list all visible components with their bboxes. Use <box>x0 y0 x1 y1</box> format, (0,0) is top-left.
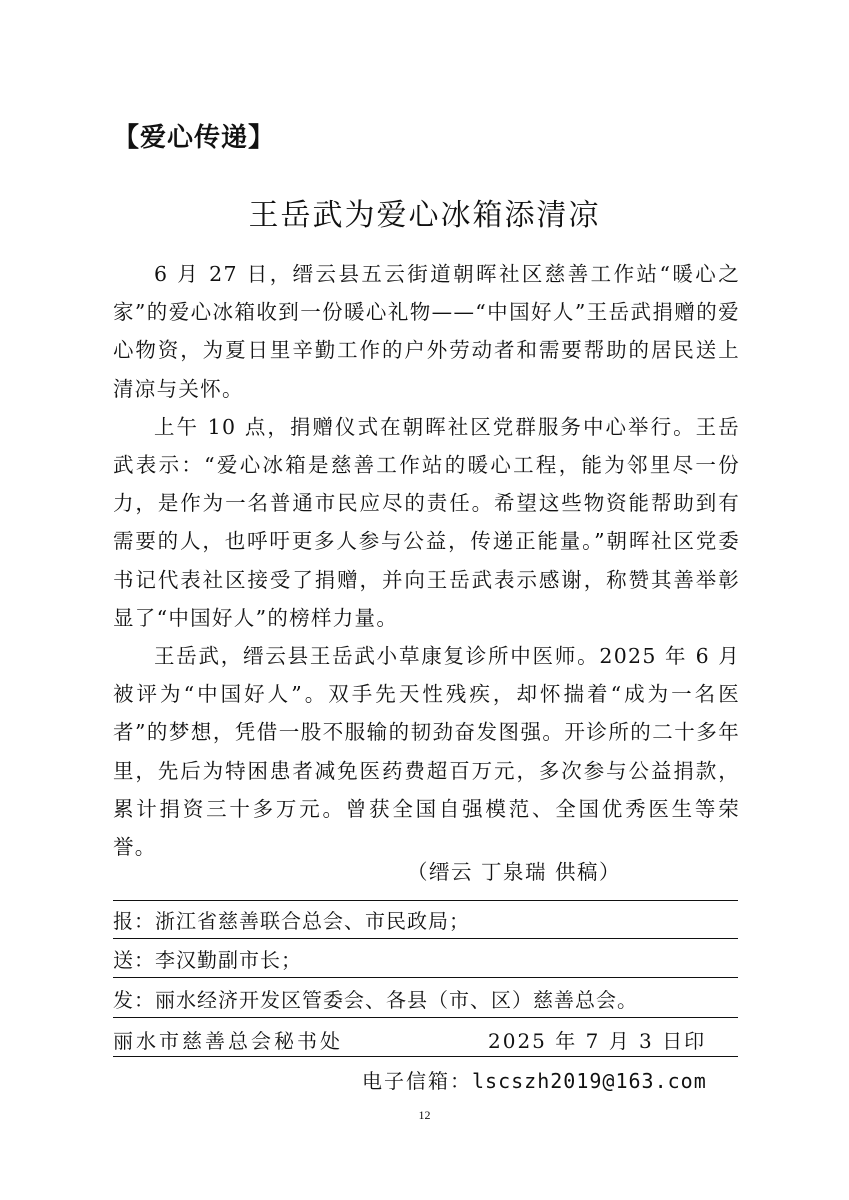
issuing-office: 丽水市慈善总会秘书处 <box>113 1029 343 1053</box>
paragraph-3: 王岳武，缙云县王岳武小草康复诊所中医师。2025 年 6 月被评为“中国好人”。双手先天性残疾，却怀揣着“成为一名医者”的梦想，凭借一股不服输的韧劲奋发图强。开诊所的二十多年里，先后为特困患者减免医药费超百万元，多次参与公益捐款，累计捐资三十多万元。曾获全国自强模范、全国优秀医生等荣誉。 <box>113 644 740 860</box>
distribution-send: 送：李汉勤副市长； <box>113 948 302 972</box>
print-date: 2025 年 7 月 3 日印 <box>488 1029 707 1053</box>
distribution-issue: 发：丽水经济开发区管委会、各县（市、区）慈善总会。 <box>113 988 638 1012</box>
byline: （缙云 丁泉瑞 供稿） <box>406 860 621 884</box>
divider <box>113 1017 738 1018</box>
article-title: 王岳武为爱心冰箱添清凉 <box>248 198 601 233</box>
email-label: 电子信箱： <box>362 1069 472 1093</box>
page-number: 12 <box>418 1108 431 1122</box>
divider-top <box>113 900 738 901</box>
divider <box>113 938 738 939</box>
paragraph-1: 6 月 27 日，缙云县五云街道朝晖社区慈善工作站“暖心之家”的爱心冰箱收到一份暖心礼物——“中国好人”王岳武捐赠的爱心物资，为夏日里辛勤工作的户外劳动者和需要帮助的居民送上清凉与关怀。 <box>113 262 740 401</box>
email-line <box>362 1065 707 1094</box>
divider <box>113 977 738 978</box>
paragraph-2: 上午 10 点，捐赠仪式在朝晖社区党群服务中心举行。王岳武表示：“爱心冰箱是慈善工作站的暖心工程，能为邻里尽一份力，是作为一名普通市民应尽的责任。希望这些物资能帮助到有需要的人，也呼吁更多人参与公益，传递正能量。”朝晖社区党委书记代表社区接受了捐赠，并向王岳武表示感谢，称赞其善举彰显了“中国好人”的榜样力量。 <box>113 414 740 630</box>
divider-bottom <box>113 1056 738 1057</box>
email-address: lscszh2019@163.com <box>472 1069 707 1093</box>
article-body <box>113 255 740 866</box>
section-tag: 【爱心传递】 <box>113 123 276 153</box>
distribution-report: 报：浙江省慈善联合总会、市民政局； <box>113 909 470 933</box>
